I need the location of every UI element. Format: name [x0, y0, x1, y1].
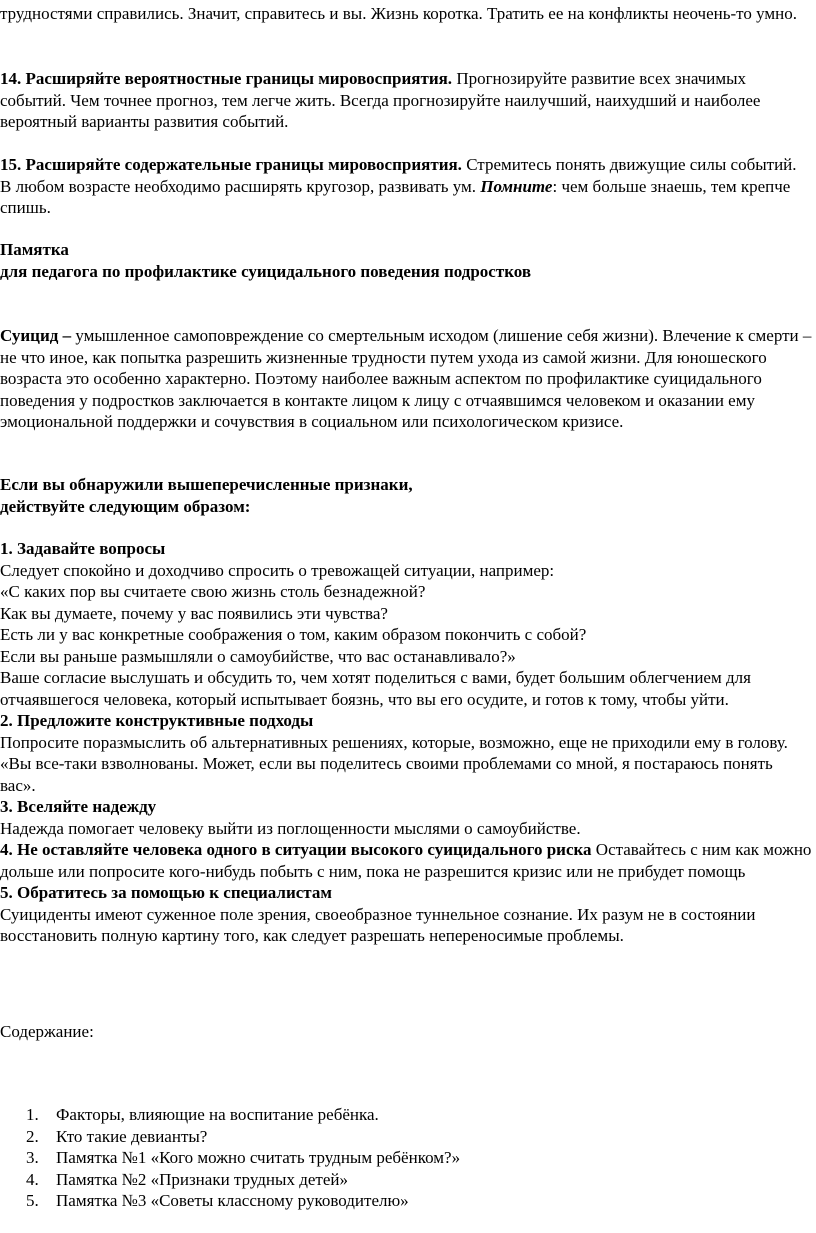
- step-5-text: Суициденты имеют суженное поле зрения, своеобразное туннельное сознание. Их разум не в состоянии восстановить полную картину того, как следует разрешать непереносимые проблемы.: [0, 904, 756, 945]
- intro-text: трудностями справились. Значит, справитесь и вы. Жизнь коротка. Тратить ее на конфликты неочень-то умно.: [0, 4, 797, 23]
- item-14-text: Прогнозируйте развитие всех значимых событий. Чем точнее прогноз, тем легче жить. Всегда прогнозируйте наилучший, наихудший и наиболее вероятный варианты развития событий.: [0, 69, 761, 131]
- steps-section: [0, 538, 812, 947]
- contents-item: [0, 1104, 780, 1126]
- memo-heading: [0, 239, 812, 282]
- step-5-heading: 5. Обратитесь за помощью к специалистам: [0, 883, 332, 902]
- step-3-text: Надежда помогает человеку выйти из поглощенности мыслями о самоубийстве.: [0, 818, 581, 838]
- contents-item-text: Памятка №1 «Кого можно считать трудным ребёнком?»: [56, 1148, 461, 1167]
- item-15-paragraph: [0, 154, 812, 219]
- item-15-emphasis: Помните: [480, 176, 553, 196]
- signs-line-2: действуйте следующим образом:: [0, 496, 251, 516]
- signs-heading: [0, 474, 812, 517]
- step-2-heading: 2. Предложите конструктивные подходы: [0, 711, 314, 730]
- memo-title: Памятка: [0, 240, 69, 259]
- contents-item-number: 3.: [26, 1148, 39, 1167]
- step-4-heading: 4. Не оставляйте человека одного в ситуации высокого суицидального риска: [0, 840, 592, 859]
- step-1-after: Ваше согласие выслушать и обсудить то, чем хотят поделиться с вами, будет большим облегчением для отчаявшегося человека, который испытывает боязнь, что вы его осудите, и готов к тому, чтобы уйти.: [0, 668, 751, 709]
- item-15-text: Стремитесь понять движущие силы событий. В любом возрасте необходимо расширять кругозор, развивать ум.: [0, 155, 797, 196]
- step-1-line: Если вы раньше размышляли о самоубийстве, что вас останавливало?»: [0, 646, 516, 666]
- item-15-heading: 15. Расширяйте содержательные границы мировосприятия.: [0, 155, 462, 174]
- suicide-text: умышленное самоповреждение со смертельным исходом (лишение себя жизни). Влечение к смерти – не что иное, как попытка разрешить жизненные трудности путем ухода из самой жизни. Для юношеского возраста это особенно характерно. Поэтому наиболее важным аспектом по профилактике суицидального поведения у подростков заключается в контакте лицом к лицу с отчаявшимся человеком и оказании ему эмоциональной поддержки и сочувствия в социальном или психологическом кризисе.: [0, 326, 812, 431]
- contents-item-number: 2.: [26, 1126, 39, 1146]
- contents-item-text: Памятка №2 «Признаки трудных детей»: [56, 1169, 348, 1189]
- item-14-heading: 14. Расширяйте вероятностные границы мировосприятия.: [0, 69, 453, 88]
- step-2-text: Попросите поразмыслить об альтернативных решениях, которые, возможно, еще не приходили ему в голову.: [0, 732, 788, 752]
- contents-item-text: Факторы, влияющие на воспитание ребёнка.: [56, 1105, 379, 1124]
- suicide-term: Суицид –: [0, 326, 72, 345]
- item-15-text-end: : чем больше знаешь, тем крепче спишь.: [0, 176, 791, 217]
- step-1-line: Как вы думаете, почему у вас появились эти чувства?: [0, 603, 388, 623]
- contents-item: [0, 1147, 780, 1169]
- contents-item-text: Кто такие девианты?: [56, 1126, 208, 1146]
- step-1-line: Следует спокойно и доходчиво спросить о тревожащей ситуации, например:: [0, 560, 555, 580]
- step-1-heading: 1. Задавайте вопросы: [0, 539, 166, 558]
- intro-paragraph: [0, 3, 812, 25]
- step-1-line: Есть ли у вас конкретные соображения о том, каким образом покончить с собой?: [0, 625, 587, 644]
- signs-line-1: Если вы обнаружили вышеперечисленные признаки,: [0, 475, 413, 494]
- suicide-definition: [0, 325, 812, 433]
- step-4-text: Оставайтесь с ним как можно дольше или попросите кого-нибудь побыть с ним, пока не разрешится кризис или не прибудет помощь: [0, 840, 812, 881]
- step-1-line: «С каких пор вы считаете свою жизнь столь безнадежной?: [0, 582, 426, 601]
- contents-item: [0, 1190, 780, 1212]
- contents-item: [0, 1126, 780, 1148]
- memo-subtitle: для педагога по профилактике суицидального поведения подростков: [0, 261, 532, 281]
- contents-item-text: Памятка №3 «Советы классному руководителю»: [56, 1191, 409, 1210]
- step-2-quote: «Вы все-таки взволнованы. Может, если вы поделитесь своими проблемами со мной, я постараюсь понять вас».: [0, 754, 773, 795]
- step-3-heading: 3. Вселяйте надежду: [0, 797, 157, 816]
- contents-item: [0, 1169, 780, 1191]
- contents-item-number: 5.: [26, 1191, 39, 1210]
- contents-item-number: 1.: [26, 1105, 39, 1124]
- item-14-paragraph: [0, 68, 812, 133]
- contents-list: [0, 1104, 780, 1212]
- contents-label: Содержание:: [0, 1022, 94, 1041]
- contents-item-number: 4.: [26, 1169, 39, 1189]
